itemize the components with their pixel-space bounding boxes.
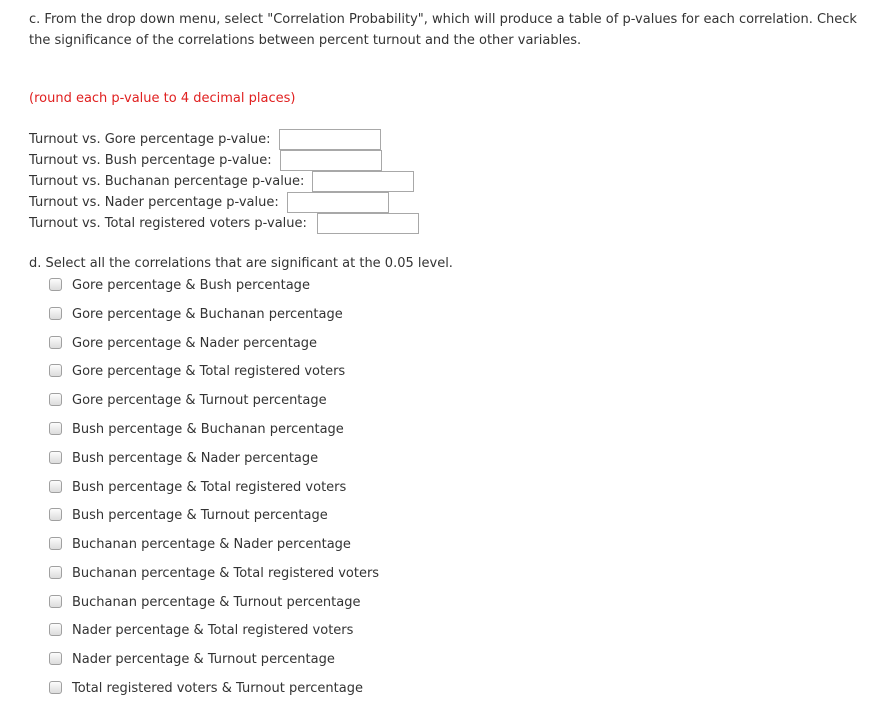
- correlation-option-label[interactable]: Gore percentage & Buchanan percentage: [72, 307, 343, 322]
- correlation-option-label[interactable]: Total registered voters & Turnout percentage: [72, 681, 363, 696]
- p-value-label-total-registered: Turnout vs. Total registered voters p-value:: [29, 216, 307, 231]
- correlation-option-label[interactable]: Gore percentage & Turnout percentage: [72, 393, 327, 408]
- checkbox[interactable]: [49, 278, 62, 291]
- correlation-option-label[interactable]: Gore percentage & Bush percentage: [72, 278, 310, 293]
- checkbox[interactable]: [49, 681, 62, 694]
- correlation-option-label[interactable]: Nader percentage & Turnout percentage: [72, 652, 335, 667]
- p-value-input-bush[interactable]: [280, 150, 382, 171]
- checkbox[interactable]: [49, 364, 62, 377]
- correlation-option-label[interactable]: Gore percentage & Total registered voters: [72, 364, 346, 379]
- part-c-instruction: c. From the drop down menu, select "Correlation Probability", which will produce a table of p-values for each correlation. Check the significance of the correlations between percent turnout and the other variables.: [29, 12, 857, 48]
- checkbox[interactable]: [49, 336, 62, 349]
- checkbox[interactable]: [49, 623, 62, 636]
- p-value-label-gore: Turnout vs. Gore percentage p-value:: [29, 132, 271, 147]
- correlation-option-label[interactable]: Nader percentage & Total registered voters: [72, 623, 354, 638]
- p-value-input-total-registered[interactable]: [317, 213, 419, 234]
- checkbox[interactable]: [49, 537, 62, 550]
- rounding-hint: (round each p-value to 4 decimal places): [29, 91, 296, 106]
- checkbox[interactable]: [49, 451, 62, 464]
- checkbox[interactable]: [49, 393, 62, 406]
- p-value-label-buchanan: Turnout vs. Buchanan percentage p-value:: [29, 174, 305, 189]
- p-value-label-nader: Turnout vs. Nader percentage p-value:: [29, 195, 279, 210]
- checkbox[interactable]: [49, 595, 62, 608]
- correlation-option-label[interactable]: Buchanan percentage & Nader percentage: [72, 537, 351, 552]
- checkbox[interactable]: [49, 566, 62, 579]
- checkbox[interactable]: [49, 422, 62, 435]
- p-value-input-nader[interactable]: [287, 192, 389, 213]
- correlation-option-label[interactable]: Gore percentage & Nader percentage: [72, 336, 318, 351]
- correlation-option-label[interactable]: Bush percentage & Nader percentage: [72, 451, 319, 466]
- correlation-option-label[interactable]: Buchanan percentage & Total registered voters: [72, 566, 380, 581]
- correlation-option-label[interactable]: Buchanan percentage & Turnout percentage: [72, 595, 361, 610]
- p-value-input-buchanan[interactable]: [312, 171, 414, 192]
- correlation-option-label[interactable]: Bush percentage & Buchanan percentage: [72, 422, 344, 437]
- checkbox[interactable]: [49, 480, 62, 493]
- correlation-option-label[interactable]: Bush percentage & Total registered voters: [72, 480, 347, 495]
- p-value-input-gore[interactable]: [279, 129, 381, 150]
- correlation-option-label[interactable]: Bush percentage & Turnout percentage: [72, 508, 328, 523]
- checkbox[interactable]: [49, 307, 62, 320]
- p-value-label-bush: Turnout vs. Bush percentage p-value:: [29, 153, 272, 168]
- checkbox[interactable]: [49, 652, 62, 665]
- checkbox[interactable]: [49, 508, 62, 521]
- part-d-instruction: d. Select all the correlations that are significant at the 0.05 level.: [29, 256, 453, 271]
